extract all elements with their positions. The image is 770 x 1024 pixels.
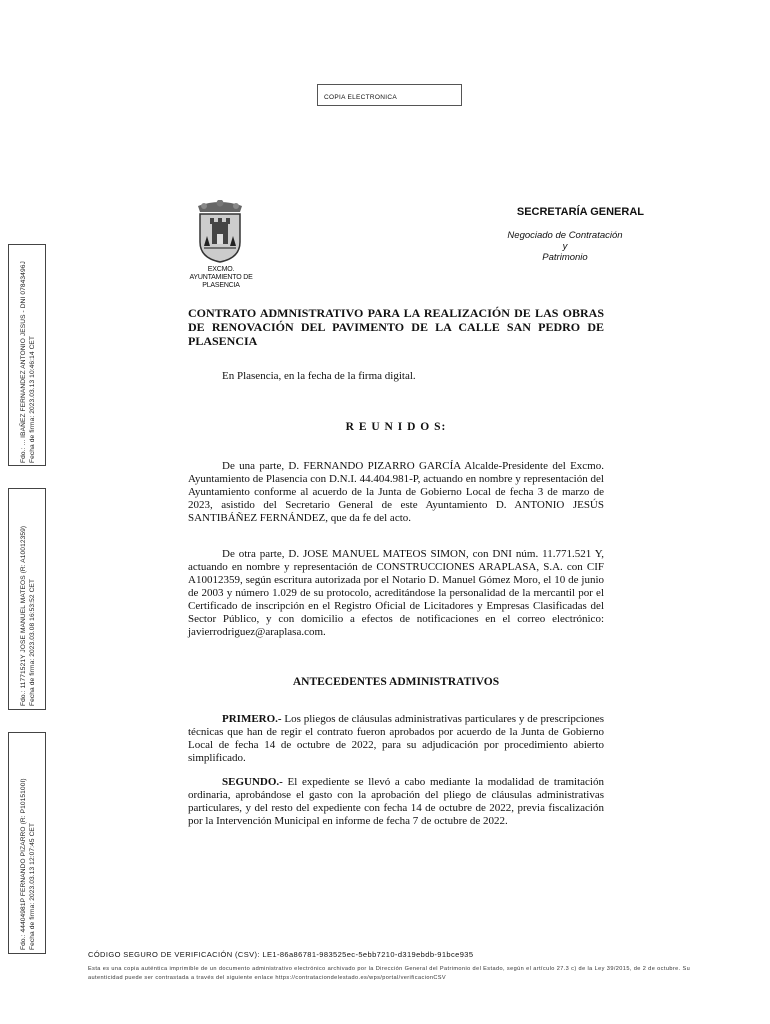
segundo-paragraph <box>188 776 604 828</box>
primero-paragraph <box>188 713 604 765</box>
primero-label: PRIMERO.- <box>222 713 282 725</box>
antecedentes-heading: ANTECEDENTES ADMINISTRATIVOS <box>292 676 500 688</box>
subdepartment <box>490 230 640 263</box>
primero-text: Los pliegos de cláusulas administrativas particulares y de prescripciones técnicas que han de regir el contrato fueron aprobados por acuerdo de la Junta de Gobierno Local de fecha 14 de octubre de 2022, para su adjudicación por procedimiento abierto simplificado. <box>188 713 604 764</box>
subdepartment-line: Negociado de Contratación <box>507 230 623 241</box>
city-crest-logo <box>190 200 250 264</box>
signature-stamp <box>19 778 37 950</box>
party-2-paragraph: De otra parte, D. JOSE MANUEL MATEOS SIMON, con DNI núm. 11.771.521 Y, actuando en nombre y representación de CONSTRUCCIONES ARAPLASA, S.A. con CIF A10012359, según escritura autorizada por el Notario D. Manuel Gómez Moro, el 10 de junio de 2003 y número 1.029 de su protocolo, acreditándose la personalidad de la mercantil por el Certificado de inscripción en el Registro Oficial de Licitadores y Empresas Clasificadas del Sector Público, y con domicilio a efectos de notificaciones en el correo electrónico: javierrodriguez@araplasa.com. <box>188 548 604 638</box>
segundo-label: SEGUNDO.- <box>222 776 283 788</box>
csv-code: CÓDIGO SEGURO DE VERIFICACIÓN (CSV): LE1-86a86781-983525ec-5ebb7210-d319ebdb-91bce935 <box>88 950 474 959</box>
place-date: En Plasencia, en la fecha de la firma digital. <box>222 370 416 382</box>
crest-caption: EXCMO. AYUNTAMIENTO DE PLASENCIA <box>189 266 253 289</box>
signature-date: Fecha de firma: 2023.03.13 12:07:45 CET <box>29 822 36 950</box>
reunidos-heading: R E U N I D O S: <box>345 421 447 433</box>
subdepartment-line: y <box>562 241 568 252</box>
signature-signer: Fdo.: 11771521Y JOSE MANUEL MATEOS (R: A10012359) <box>20 525 27 706</box>
copy-stamp <box>317 84 462 106</box>
signature-date: Fecha de firma: 2023.03.08 16:53:52 CET <box>29 578 36 706</box>
segundo-text: El expediente se llevó a cabo mediante la modalidad de tramitación ordinaria, aprobándose el gasto con la aprobación del pliego de cláusulas administrativas particulares, y del resto del expediente con fecha 14 de octubre de 2022, previa fiscalización por la Intervención Municipal en informe de fecha 7 de octubre de 2022. <box>188 776 604 827</box>
subdepartment-line: Patrimonio <box>542 252 588 263</box>
signature-signer: Fdo.: ... IBAÑEZ FERNANDEZ ANTONIO JESUS - DNI 07843496J <box>20 261 27 463</box>
document-title: CONTRATO ADMNISTRATIVO PARA LA REALIZACIÓN DE LAS OBRAS DE RENOVACIÓN DEL PAVIMENTO DE LA CALLE SAN PEDRO DE PLASENCIA <box>188 306 604 348</box>
signature-stamp <box>19 526 37 706</box>
signature-date: Fecha de firma: 2023.03.13 10:46:14 CET <box>29 335 36 463</box>
legal-notice: Esta es una copia auténtica imprimible de un documento administrativo electrónico archivado por la Dirección General del Patrimonio del Estado, según el artículo 27.3 c) de la Ley 39/2015, de 2 de octubre. Su autenticidad puede ser contrastada a través del siguiente enlace https://contrataciondelestado.es/wps/portal/verificacionCSV <box>88 966 691 981</box>
signature-stamp <box>19 261 37 463</box>
copy-label: COPIA ELECTRONICA <box>324 94 398 101</box>
signature-signer: Fdo.: 44404981P FERNANDO PIZARRO (R: P1015100I) <box>20 778 27 950</box>
party-1-paragraph: De una parte, D. FERNANDO PIZARRO GARCÍA Alcalde-Presidente del Excmo. Ayuntamiento de Plasencia con D.N.I. 44.404.981-P, actuando en nombre y representación del Ayuntamiento conforme al acuerdo de la Junta de Gobierno Local de fecha 3 de marzo de 2023, asistido del Secretario General de este Ayuntamiento D. ANTONIO JESÚS SANTIBÁÑEZ FERNÁNDEZ, que da fe del acto. <box>188 460 604 524</box>
department-heading: SECRETARÍA GENERAL <box>516 206 644 218</box>
